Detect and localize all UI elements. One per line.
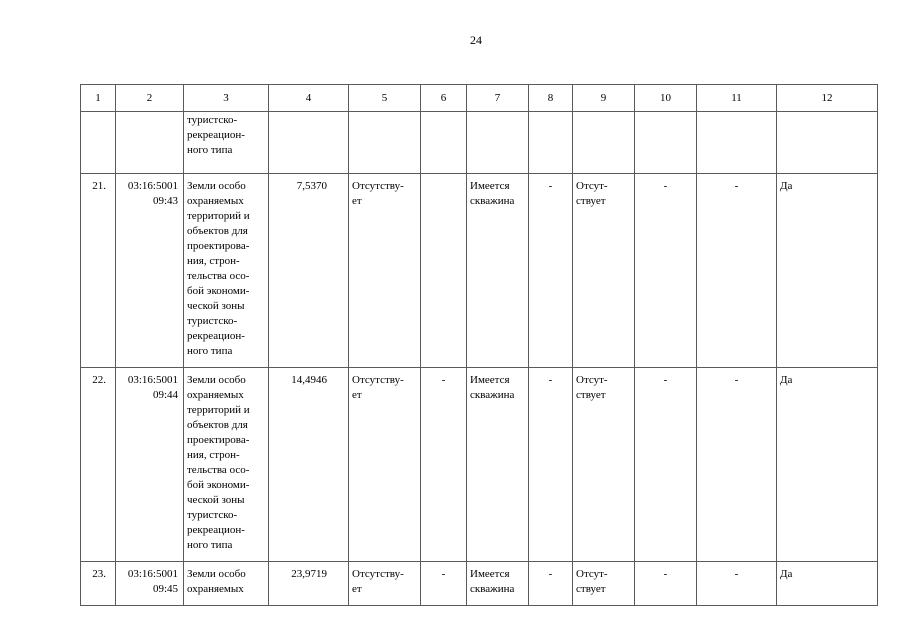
row-number: 21.	[81, 174, 116, 368]
column-10-value: -	[635, 562, 697, 606]
column-8-value: -	[529, 174, 573, 368]
cadastral-number: 03:16:5001 09:45	[116, 562, 184, 606]
table-row	[81, 174, 878, 368]
column-11-value: -	[697, 368, 777, 562]
column-number: 1	[81, 85, 116, 112]
column-number: 11	[697, 85, 777, 112]
water-supply-value: Имеется скважина	[467, 368, 529, 562]
category-line: рекреацион-	[187, 129, 245, 141]
row-number: 22.	[81, 368, 116, 562]
land-plots-table	[80, 84, 878, 606]
continuation-row	[81, 112, 878, 174]
column-6-value: -	[421, 562, 467, 606]
column-8-value: -	[529, 368, 573, 562]
column-number: 8	[529, 85, 573, 112]
column-number-row	[81, 85, 878, 112]
column-8-value: -	[529, 562, 573, 606]
column-number: 2	[116, 85, 184, 112]
column-number: 3	[184, 85, 269, 112]
category-continuation-cell	[184, 112, 269, 174]
column-11-value: -	[697, 562, 777, 606]
table-row	[81, 368, 878, 562]
column-5-value: Отсутству- ет	[349, 368, 421, 562]
table-row	[81, 562, 878, 606]
column-5-value: Отсутству- ет	[349, 174, 421, 368]
column-6-value	[421, 174, 467, 368]
column-number: 7	[467, 85, 529, 112]
column-6-value: -	[421, 368, 467, 562]
column-12-value: Да	[777, 562, 878, 606]
cadastral-number: 03:16:5001 09:43	[116, 174, 184, 368]
category-line: туристско-	[187, 114, 238, 126]
area-value: 23,9719	[269, 562, 349, 606]
column-9-value: Отсут- ствует	[573, 368, 635, 562]
area-value: 14,4946	[269, 368, 349, 562]
column-number: 5	[349, 85, 421, 112]
land-category: Земли особо охраняемых	[184, 562, 269, 606]
column-number: 4	[269, 85, 349, 112]
page-number: 24	[470, 33, 482, 47]
column-number: 6	[421, 85, 467, 112]
cadastral-number: 03:16:5001 09:44	[116, 368, 184, 562]
column-10-value: -	[635, 368, 697, 562]
land-category: Земли особо охраняемых территорий и объектов для проектирова- ния, строн- тельства осо- бой экономи- ческой зоны туристско- рекреацион- ного типа	[184, 174, 269, 368]
column-12-value: Да	[777, 368, 878, 562]
column-11-value: -	[697, 174, 777, 368]
column-12-value: Да	[777, 174, 878, 368]
column-5-value: Отсутству- ет	[349, 562, 421, 606]
column-number: 12	[777, 85, 878, 112]
column-9-value: Отсут- ствует	[573, 174, 635, 368]
column-number: 10	[635, 85, 697, 112]
land-category: Земли особо охраняемых территорий и объектов для проектирова- ния, строн- тельства осо- бой экономи- ческой зоны туристско- рекреацион- ного типа	[184, 368, 269, 562]
area-value: 7,5370	[269, 174, 349, 368]
row-number: 23.	[81, 562, 116, 606]
column-9-value: Отсут- ствует	[573, 562, 635, 606]
water-supply-value: Имеется скважина	[467, 174, 529, 368]
category-line: ного типа	[187, 144, 233, 156]
water-supply-value: Имеется скважина	[467, 562, 529, 606]
column-number: 9	[573, 85, 635, 112]
column-10-value: -	[635, 174, 697, 368]
